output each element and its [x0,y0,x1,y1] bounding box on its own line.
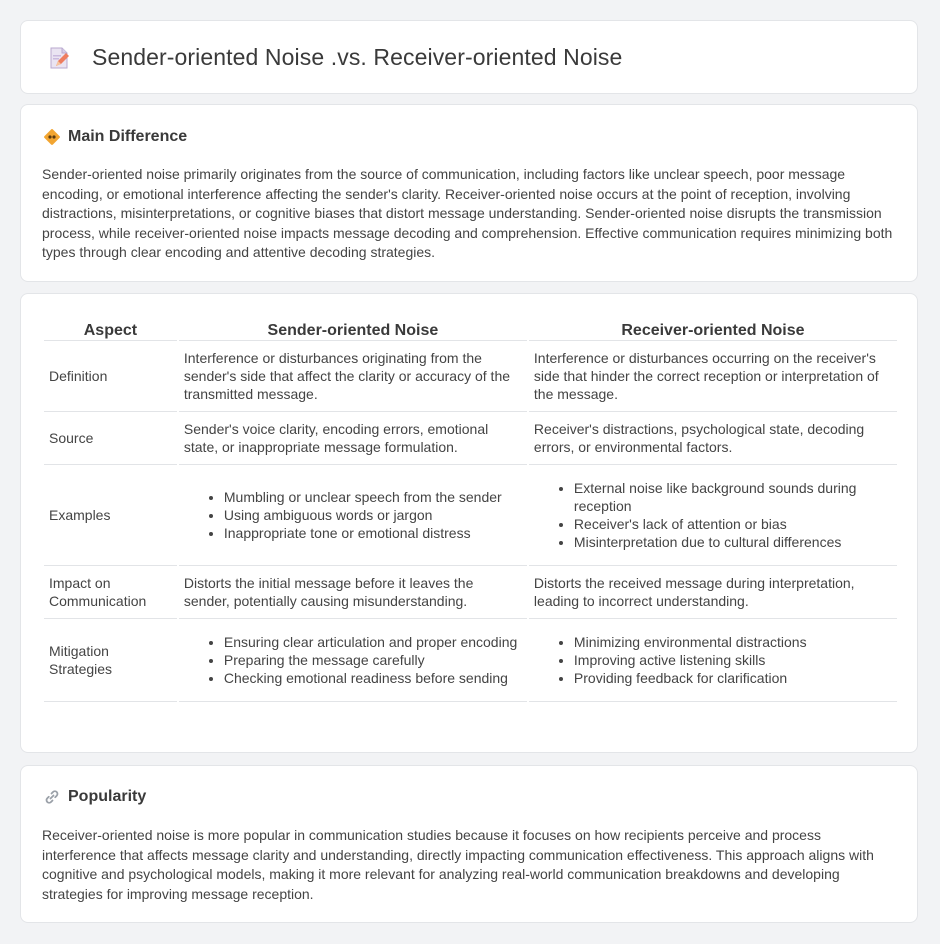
header-receiver: Receiver-oriented Noise [529,314,897,341]
sender-examples-list [184,488,522,542]
main-difference-section [20,104,918,282]
header-aspect: Aspect [44,314,177,341]
receiver-cell [529,619,897,702]
sender-mitigation-list [184,633,522,687]
table-row [44,619,897,702]
comparison-table [42,314,899,702]
list-item: • Providing feedback for clarification [574,669,892,687]
list-item: • Ensuring clear articulation and proper encoding [224,633,522,651]
list-item: • Receiver's lack of attention or bias [574,515,892,533]
list-item: • Improving active listening skills [574,651,892,669]
list-item: • Inappropriate tone or emotional distress [224,524,522,542]
table-row [44,566,897,619]
list-item: • Using ambiguous words or jargon [224,506,522,524]
sender-cell [179,619,527,702]
aspect-cell: Source [44,412,177,465]
sender-cell: Sender's voice clarity, encoding errors, emotional state, or inappropriate message formulation. [179,412,527,465]
page-title: Sender-oriented Noise .vs. Receiver-oriented Noise [92,44,623,70]
receiver-cell: Receiver's distractions, psychological state, decoding errors, or environmental factors. [529,412,897,465]
aspect-cell: Examples [44,465,177,566]
header-card [20,20,918,94]
receiver-cell: Distorts the received message during interpretation, leading to incorrect understanding. [529,566,897,619]
popularity-text: Receiver-oriented noise is more popular in communication studies because it focuses on how recipients perceive and process interference that affects message clarity and understanding, directly impacting communication effectiveness. This approach aligns with cognitive and psychological models, making it more relevant for analyzing real-world communication breakdowns and developing strategies for improving message reception. [42,827,874,902]
table-row [44,412,897,465]
list-item: • Mumbling or unclear speech from the sender [224,488,522,506]
diamond-icon [43,128,61,146]
popularity-heading: Popularity [68,788,147,805]
main-difference-text: Sender-oriented noise primarily originates from the source of communication, including factors like unclear speech, poor message encoding, or emotional interference affecting the sender's clarity. Receiver-oriented noise occurs at the point of reception, involving distractions, misinterpretations, or cognitive biases that distort message understanding. Sender-oriented noise disrupts the transmission process, while receiver-oriented noise impacts message decoding and comprehension. Effective communication requires minimizing both types through clear encoding and attentive decoding strategies. [42,166,893,260]
list-item: • Misinterpretation due to cultural differences [574,533,892,551]
aspect-cell: Definition [44,341,177,412]
table-row [44,465,897,566]
aspect-cell: Mitigation Strategies [44,619,177,702]
comparison-table-card [20,293,918,753]
list-item: • Checking emotional readiness before sending [224,669,522,687]
list-item: • Preparing the message carefully [224,651,522,669]
list-item: • External noise like background sounds during reception [574,479,892,515]
document-edit-icon [47,46,71,70]
sender-cell: Distorts the initial message before it leaves the sender, potentially causing misunderstanding. [179,566,527,619]
receiver-examples-list [534,479,892,551]
aspect-cell: Impact on Communication [44,566,177,619]
receiver-mitigation-list [534,633,892,687]
header-sender: Sender-oriented Noise [179,314,527,341]
link-icon [43,788,61,806]
table-header-row [44,314,897,341]
receiver-cell: Interference or disturbances occurring on the receiver's side that hinder the correct reception or interpretation of the message. [529,341,897,412]
sender-cell [179,465,527,566]
list-item: • Minimizing environmental distractions [574,633,892,651]
receiver-cell [529,465,897,566]
popularity-section [20,765,918,923]
main-difference-heading: Main Difference [68,128,188,145]
sender-cell: Interference or disturbances originating from the sender's side that affect the clarity or accuracy of the transmitted message. [179,341,527,412]
table-row [44,341,897,412]
